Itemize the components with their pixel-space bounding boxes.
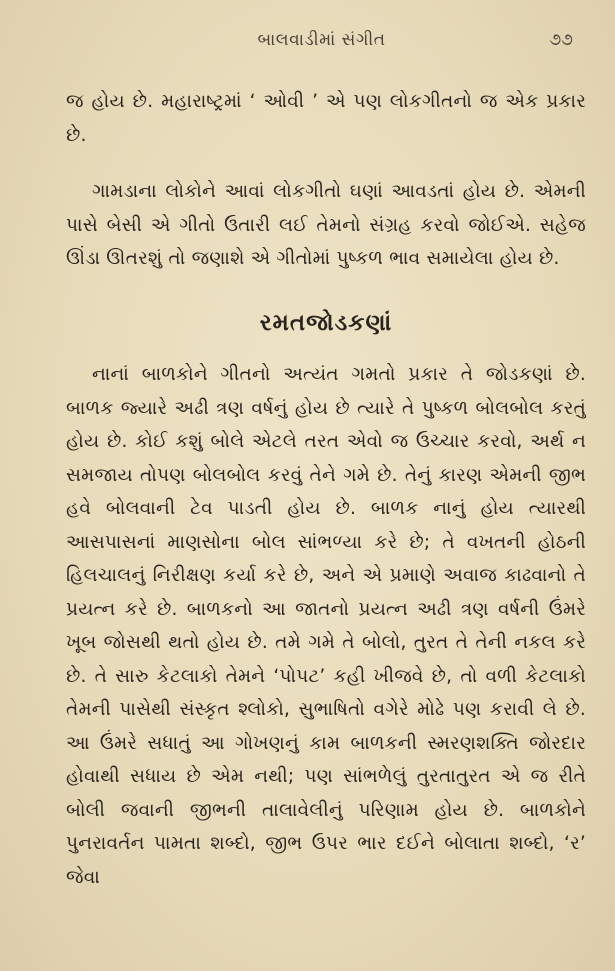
page-number: ૭૭ bbox=[549, 30, 573, 50]
paragraph-text: ગામડાના લોકોને આવાં લોકગીતો ઘણાં આવડતાં હોય છે. એમની પાસે બેસી એ ગીતો ઉતારી લઈ તેમનો સંગ્રહ કરવો જોઈએ. સહેજ ઊંડા ઊતરશું તો જણાશે એ ગીતોમાં પુષ્કળ ભાવ સમાયેલા હોય છે. bbox=[66, 181, 586, 269]
running-title: બાલવાડીમાં સંગીત bbox=[257, 30, 386, 50]
section-heading: રમતજોડકણાં bbox=[259, 310, 393, 336]
paragraph-folk-songs bbox=[66, 175, 586, 276]
paragraph-continuation bbox=[66, 85, 586, 152]
paragraph-text: જ હોય છે. મહારાષ્ટ્રમાં ‘ ઓવી ’ એ પણ લોકગીતનો જ એક પ્રકાર છે. bbox=[66, 91, 586, 146]
paragraph-rhymes bbox=[66, 358, 586, 894]
running-header bbox=[60, 30, 583, 56]
paragraph-text: નાનાં બાળકોને ગીતનો અત્યંત ગમતો પ્રકાર તે જોડકણાં છે. બાળક જ્યારે અઢી ત્રણ વર્ષનું હોય છે ત્યારે તે પુષ્કળ બોલબોલ કરતું હોય છે. કોઈ કશું બોલે એટલે તરત એવો જ ઉચ્ચાર કરવો, અર્થ ન સમજાય તોપણ બોલબોલ કરવું તેને ગમે છે. તેનું કારણ એમની જીભ હવે બોલવાની ટેવ પાડતી હોય છે. બાળક નાનું હોય ત્યારથી આસપાસનાં માણસોના બોલ સાંભળ્યા કરે છે; તે વખતની હોઠની હિલચાલનું નિરીક્ષણ કર્યા કરે છે, અને એ પ્રમાણે અવાજ કાઢવાનો તે પ્રયત્ન કરે છે. બાળકનો આ જાતનો પ્રયત્ન અઢી ત્રણ વર્ષની ઉંમરે ખૂબ જોસથી થતો હોય છે. તમે ગમે તે બોલો, તુરત તે તેની નકલ કરે છે. તે સારુ કેટલાકો તેમને ‘પોપટ’ કહી ખીજવે છે, તો વળી કેટલાકો તેમની પાસેથી સંસ્કૃત શ્લોકો, સુભાષિતો વગેરે મોઢે પણ કરાવી લે છે. આ ઉંમરે સધાતું આ ગોખણનું કામ બાળકની સ્મરણશક્તિ જોરદાર હોવાથી સધાય છે એમ નથી; પણ સાંભળેલું તુરતાતુરત એ જ રીતે બોલી જવાની જીભની તાલાવેલીનું પરિણામ હોય છે. બાળકોને પુનરાવર્તન પામતા શબ્દો, જીભ ઉપર ભાર દઈને બોલાતા શબ્દો, ‘ર’ જેવા bbox=[66, 364, 586, 888]
